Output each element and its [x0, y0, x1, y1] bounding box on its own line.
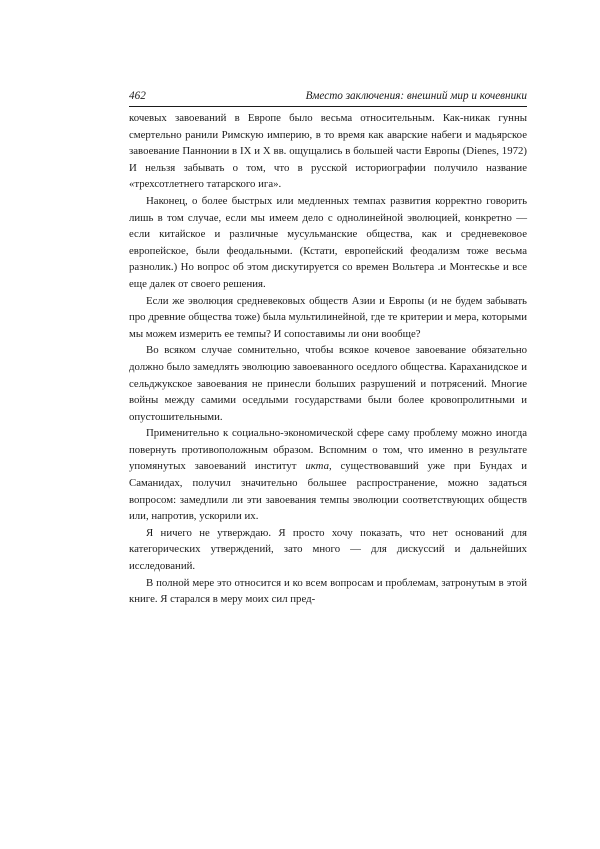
paragraph: Я ничего не утверждаю. Я просто хочу показать, что нет оснований для категорических утверждений, зато много — для дискуссий и дальнейших исследований. [129, 526, 527, 573]
running-title: Вместо заключения: внешний мир и кочевники [305, 90, 527, 102]
paragraph-final: В полной мере это относится и ко всем вопросам и проблемам, затронутым в этой книге. Я старался в меру моих сил пред- [129, 576, 527, 606]
running-header [129, 86, 527, 107]
paragraph-text: существовавший уже при Бундах и Саманидах, получил значительно большее распространение, можно задаться вопросом: замедлили ли эти завоевания темпы эволюции соответствующих обществ или, напротив, ускорили их. [129, 460, 527, 523]
paragraph-text: Применительно к социально-экономической сфере саму проблему можно иногда повернуть противоположным образом. Вспомним о том, что именно в результате упомянутых завоеваний институт [129, 427, 527, 473]
page-number: 462 [129, 90, 146, 102]
italic-term: икта, [305, 460, 332, 473]
paragraph: Наконец, о более быстрых или медленных темпах развития корректно говорить лишь в том случае, если мы имеем дело с однолинейной эволюцией, конкретно — если китайское и различные мусульманские общества, как и средневековое европейское, были феодальными. (Кстати, европейский феодализм тоже весьма разнолик.) Но вопрос об этом дискутируется со времен Вольтера .и Монтескье и все еще далек от своего решения. [129, 194, 527, 290]
paragraph-continued: кочевых завоеваний в Европе было весьма относительным. Как-никак гунны смертельно ранили Римскую империю, в то время как аварские набеги и мадьярское завоевание Паннонии в IX и X вв. ощущались в большей части Европы (Dienes, 1972) И нельзя забывать о том, что в русской историографии получило название «трехсотлетнего татарского ига». [129, 112, 527, 191]
body-text [129, 110, 527, 608]
paragraph-ikta [129, 425, 527, 525]
paragraph: Во всяком случае сомнительно, чтобы всякое кочевое завоевание обязательно должно было замедлять эволюцию завоеванного оседлого общества. Караханидское и сельджукское завоевания не принесли больших разрушений и потрясений. Многие войны между самими оседлыми государствами были более кровопролитными и опустошительными. [129, 344, 527, 423]
paragraph: Если же эволюция средневековых обществ Азии и Европы (и не будем забывать про древние общества тоже) была мультилинейной, где те критерии и мера, которыми мы можем измерить ее темпы? И сопоставимы ли они вообще? [129, 294, 527, 340]
